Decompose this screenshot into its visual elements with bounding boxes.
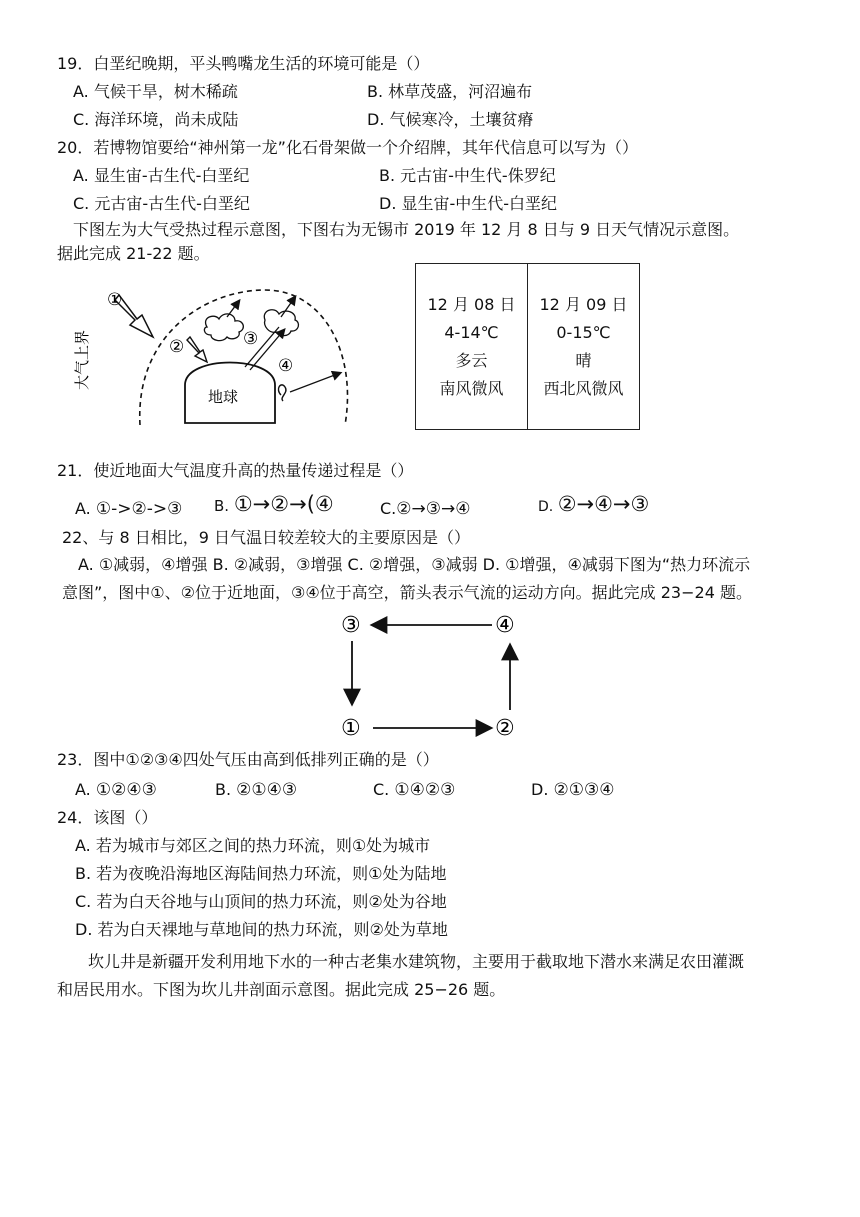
label-3: ③ [243, 329, 259, 349]
q20-option-b: B. 元古宙-中生代-侏罗纪 [379, 166, 556, 185]
q23-d-text: ②①③④ [553, 780, 615, 800]
intro-25-26-line1: 坎儿井是新疆开发利用地下水的一种古老集水建筑物，主要用于截取地下潜水来满足农田灌溉 [88, 952, 745, 971]
earth-label: 地球 [207, 388, 239, 406]
arrow-2 [187, 337, 207, 362]
q24-option-d: D. 若为白天裸地与草地间的热力环流，则②处为草地 [75, 920, 448, 939]
q23-option-a [75, 780, 157, 800]
q23-d-letter: D. [531, 780, 549, 799]
atmosphere-heating-diagram [73, 275, 365, 435]
node-3: ③ [341, 613, 361, 638]
intro-23-24-line: 意图”，图中①、②位于近地面，③④位于高空，箭头表示气流的运动方向。据此完成 23−24 题。 [62, 583, 752, 602]
q19-option-c: C. 海洋环境，尚未成陆 [73, 110, 239, 129]
day1-wind: 南风微风 [439, 378, 504, 398]
intro-21-22-line2: 据此完成 21-22 题。 [57, 244, 210, 263]
q21-a-text: ①->②->③ [95, 499, 183, 519]
intro-21-22-line1: 下图左为大气受热过程示意图，下图右为无锡市 2019 年 12 月 8 日与 9 日天气情况示意图。 [73, 220, 740, 239]
q23-option-b [215, 780, 297, 800]
q20-option-a: A. 显生宙-古生代-白垩纪 [73, 166, 250, 185]
ground-radiation-arrow [290, 373, 340, 392]
q19-option-b: B. 林草茂盛，河沼遍布 [367, 82, 533, 101]
label-1: ① [107, 290, 123, 310]
weather-day1-cell [416, 264, 528, 430]
day1-sky: 多云 [455, 350, 488, 370]
weather-day2-cell [528, 264, 640, 430]
q21-b-letter: B. [214, 497, 230, 515]
node-1: ① [341, 716, 361, 741]
q19-stem: 19．白垩纪晚期，平头鸭嘴龙生活的环境可能是（） [57, 54, 430, 73]
q23-stem: 23．图中①②③④四处气压由高到低排列正确的是（） [57, 750, 439, 769]
thermal-circulation-diagram [335, 608, 530, 743]
label-4: ④ [278, 356, 294, 376]
q23-a-text: ①②④③ [95, 780, 157, 800]
cloud-left [204, 314, 243, 341]
q23-b-text: ②①④③ [236, 780, 298, 800]
q24-stem: 24．该图（） [57, 808, 158, 827]
q20-option-c: C. 元古宙-古生代-白垩纪 [73, 194, 250, 213]
ground-radiation-curl [278, 385, 286, 401]
q21-a-letter: A. [75, 499, 91, 518]
q21-option-b [214, 494, 334, 516]
q21-c-letter: C. [380, 499, 397, 518]
day2-wind: 西北风微风 [543, 378, 624, 398]
q23-option-d [531, 780, 614, 800]
q19-option-d: D. 气候寒冷，土壤贫瘠 [367, 110, 534, 129]
q22-stem: 22、与 8 日相比，9 日气温日较差较大的主要原因是（） [62, 528, 470, 547]
cloud-right [264, 310, 298, 336]
q21-b-text: ①→②→(④ [233, 492, 334, 516]
q21-stem: 21．使近地面大气温度升高的热量传递过程是（） [57, 461, 414, 480]
intro-25-26-line2: 和居民用水。下图为坎儿井剖面示意图。据此完成 25−26 题。 [57, 980, 506, 999]
node-4: ④ [495, 613, 515, 638]
q24-option-a: A. 若为城市与郊区之间的热力环流，则①处为城市 [75, 836, 431, 855]
q21-d-text: ②→④→③ [557, 492, 650, 516]
q22-options-line: A. ①减弱，④增强 B. ②减弱，③增强 C. ②增强，③减弱 D. ①增强，④减弱下图为“热力环流示 [78, 555, 751, 574]
boundary-label: 大气上界 [73, 329, 91, 390]
q23-b-letter: B. [215, 780, 232, 799]
q19-option-a: A. 气候干旱，树木稀疏 [73, 82, 238, 101]
weather-table [415, 263, 640, 430]
q24-option-b: B. 若为夜晚沿海地区海陆间热力环流，则①处为陆地 [75, 864, 447, 883]
q20-option-d: D. 显生宙-中生代-白垩纪 [379, 194, 558, 213]
day2-date: 12 月 09 日 [539, 294, 628, 314]
cloud-reflection-arrow [227, 301, 239, 317]
q21-option-a [75, 499, 182, 519]
node-2: ② [495, 716, 515, 741]
q23-a-letter: A. [75, 780, 91, 799]
day1-temp: 4-14℃ [444, 322, 499, 342]
q21-option-c [380, 499, 470, 519]
day2-temp: 0-15℃ [556, 322, 611, 342]
q21-option-d [538, 494, 649, 517]
q23-c-text: ①④②③ [394, 780, 456, 800]
q20-stem: 20．若博物馆要给“神州第一龙”化石骨架做一个介绍牌，其年代信息可以写为（） [57, 138, 638, 157]
q24-option-c: C. 若为白天谷地与山顶间的热力环流，则②处为谷地 [75, 892, 447, 911]
day1-date: 12 月 08 日 [427, 294, 516, 314]
label-2: ② [169, 337, 185, 357]
q21-d-letter: D. [538, 499, 554, 515]
day2-sky: 晴 [575, 350, 592, 370]
q23-c-letter: C. [373, 780, 390, 799]
q23-option-c [373, 780, 455, 800]
q21-c-text: ②→③→④ [396, 499, 471, 519]
